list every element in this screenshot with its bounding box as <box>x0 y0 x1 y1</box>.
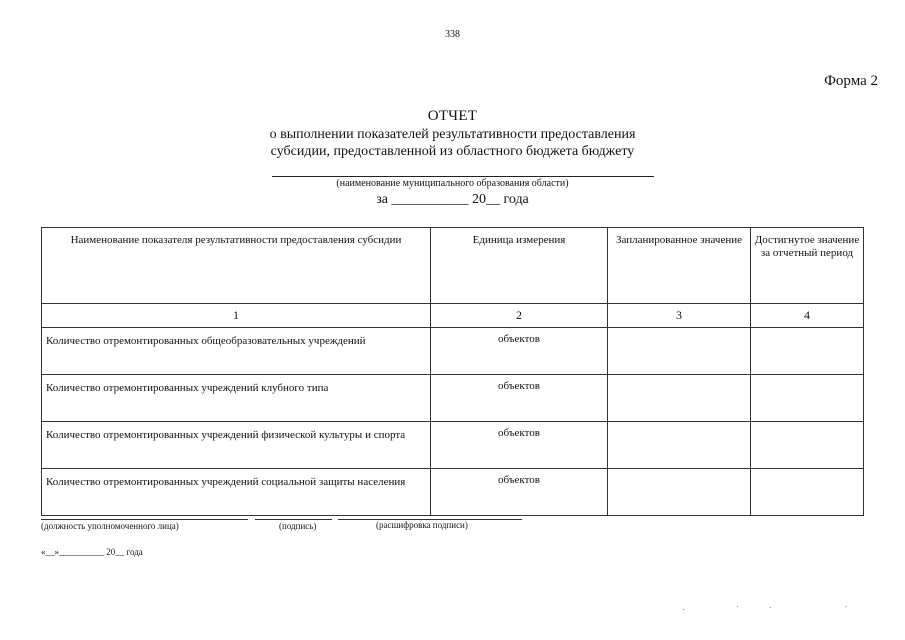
column-number: 1 <box>42 304 431 328</box>
achieved-value-cell[interactable] <box>751 469 864 516</box>
header-planned-value: Запланированное значение <box>608 228 751 304</box>
table-row <box>42 422 864 469</box>
table-row <box>42 469 864 516</box>
header-indicator-name: Наименование показателя результативности предоставления субсидии <box>42 228 431 304</box>
municipality-fill-line <box>272 176 654 177</box>
table-row <box>42 375 864 422</box>
report-subtitle-line-2: субсидии, предоставленной из областного бюджета бюджету <box>270 144 635 159</box>
achieved-value-cell[interactable] <box>751 422 864 469</box>
planned-value-cell[interactable] <box>608 328 751 375</box>
report-subtitle <box>0 126 905 160</box>
unit-cell: объектов <box>431 375 608 422</box>
decoding-caption: (расшифровка подписи) <box>376 520 468 530</box>
planned-value-cell[interactable] <box>608 469 751 516</box>
unit-cell: объектов <box>431 328 608 375</box>
page-number: 338 <box>445 29 460 40</box>
report-period: за ___________ 20__ года <box>376 192 529 207</box>
achieved-value-cell[interactable] <box>751 328 864 375</box>
planned-value-cell[interactable] <box>608 375 751 422</box>
header-unit: Единица измерения <box>431 228 608 304</box>
signature-fill-line <box>255 519 332 520</box>
signature-date-line: «__»__________ 20__ года <box>41 547 143 557</box>
scan-speck <box>683 609 684 610</box>
signature-caption: (подпись) <box>279 521 317 531</box>
indicator-name-cell: Количество отремонтированных общеобразовательных учреждений <box>42 328 431 375</box>
indicator-name-cell: Количество отремонтированных учреждений социальной защиты населения <box>42 469 431 516</box>
header-achieved-value: Достигнутое значение за отчетный период <box>751 228 864 304</box>
municipality-caption: (наименование муниципального образования области) <box>336 178 569 189</box>
scan-speck <box>845 606 846 607</box>
table-header-row <box>42 228 864 304</box>
column-number: 2 <box>431 304 608 328</box>
scan-speck <box>770 607 771 608</box>
column-number-row <box>42 304 864 328</box>
achieved-value-cell[interactable] <box>751 375 864 422</box>
position-fill-line <box>41 519 248 520</box>
unit-cell: объектов <box>431 422 608 469</box>
planned-value-cell[interactable] <box>608 422 751 469</box>
scan-speck <box>737 606 738 607</box>
indicator-name-cell: Количество отремонтированных учреждений клубного типа <box>42 375 431 422</box>
column-number: 4 <box>751 304 864 328</box>
indicator-name-cell: Количество отремонтированных учреждений физической культуры и спорта <box>42 422 431 469</box>
form-label: Форма 2 <box>824 73 878 89</box>
table-row <box>42 328 864 375</box>
position-caption: (должность уполномоченного лица) <box>41 521 179 531</box>
column-number: 3 <box>608 304 751 328</box>
report-subtitle-line-1: о выполнении показателей результативности предоставления <box>269 127 636 142</box>
unit-cell: объектов <box>431 469 608 516</box>
indicators-table <box>41 227 864 516</box>
report-title: ОТЧЕТ <box>427 108 478 124</box>
